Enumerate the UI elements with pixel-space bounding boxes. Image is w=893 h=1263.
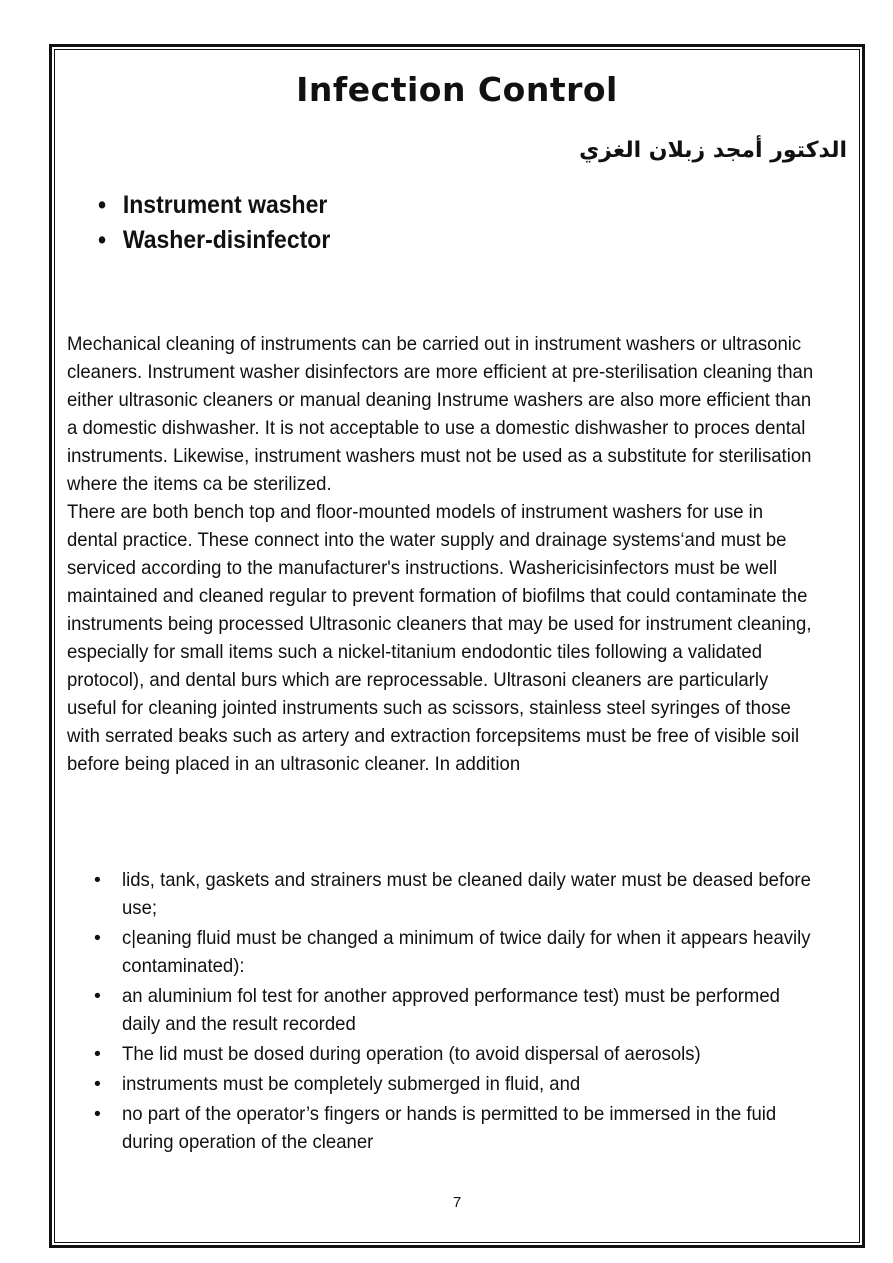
author-name: الدكتور أمجد زبلان الغزي [579,138,847,163]
paragraph: Mechanical cleaning of instruments can be carried out in instrument washers or ultrasonic cleaners. Instrument washer disinfectors are more efficient at pre-sterilisation cleaning than either ultrasonic cleaners or manual deaning Instrume washers are also more efficient than a domestic dishwasher. It is not acceptable to use a domestic dishwasher to proces dental instruments. Likewise, instrument washers must not be used as a substitute for sterilisation where the items ca be sterilized. [67,333,814,495]
list-item [94,1040,854,1068]
list-item [94,1100,854,1156]
list-item-text: • The lid must be dosed during operation (to avoid dispersal of aerosols) [122,1043,701,1065]
list-item-text: • c|eaning fluid must be changed a minimum of twice daily for when it appears heavily contaminated): [122,927,811,977]
list-item-text: • lids, tank, gaskets and strainers must be cleaned daily water must be deased before use; [122,869,811,919]
page-number: 7 [452,1194,462,1211]
topic-item: • Instrument washer [98,188,330,223]
topic-item: • Washer-disinfector [98,223,330,258]
list-item [94,866,854,922]
list-item [94,924,854,980]
paragraph: There are both bench top and floor-mounted models of instrument washers for use in dental practice. These connect into the water supply and drainage systems‘and must be serviced according to the manufacturer's instructions. Washericisinfectors must be well maintained and cleaned regular to prevent formation of biofilms that could contaminate the instruments being processed Ultrasonic cleaners that may be used for instrument cleaning, especially for small items such a nickel-titanium endodontic tiles following a validated protocol), and dental burs which are reprocessable. Ultrasoni cleaners are particularly useful for cleaning jointed instruments such as scissors, stainless steel syringes of those with serrated beaks such as artery and extraction forcepsitems must be free of visible soil before being placed in an ultrasonic cleaner. In addition [67,501,812,775]
topic-list [98,188,351,258]
list-item-text: • instruments must be completely submerged in fluid, and [122,1073,581,1095]
body-text [67,330,857,778]
requirements-list [94,866,854,1158]
list-item-text: • no part of the operator’s fingers or hands is permitted to be immersed in the fuid during operation of the cleaner [122,1103,777,1153]
list-item-text: • an aluminium fol test for another approved performance test) must be performed daily and the result recorded [122,985,780,1035]
page-title: Infection Control [296,70,618,109]
list-item [94,1070,854,1098]
list-item [94,982,854,1038]
